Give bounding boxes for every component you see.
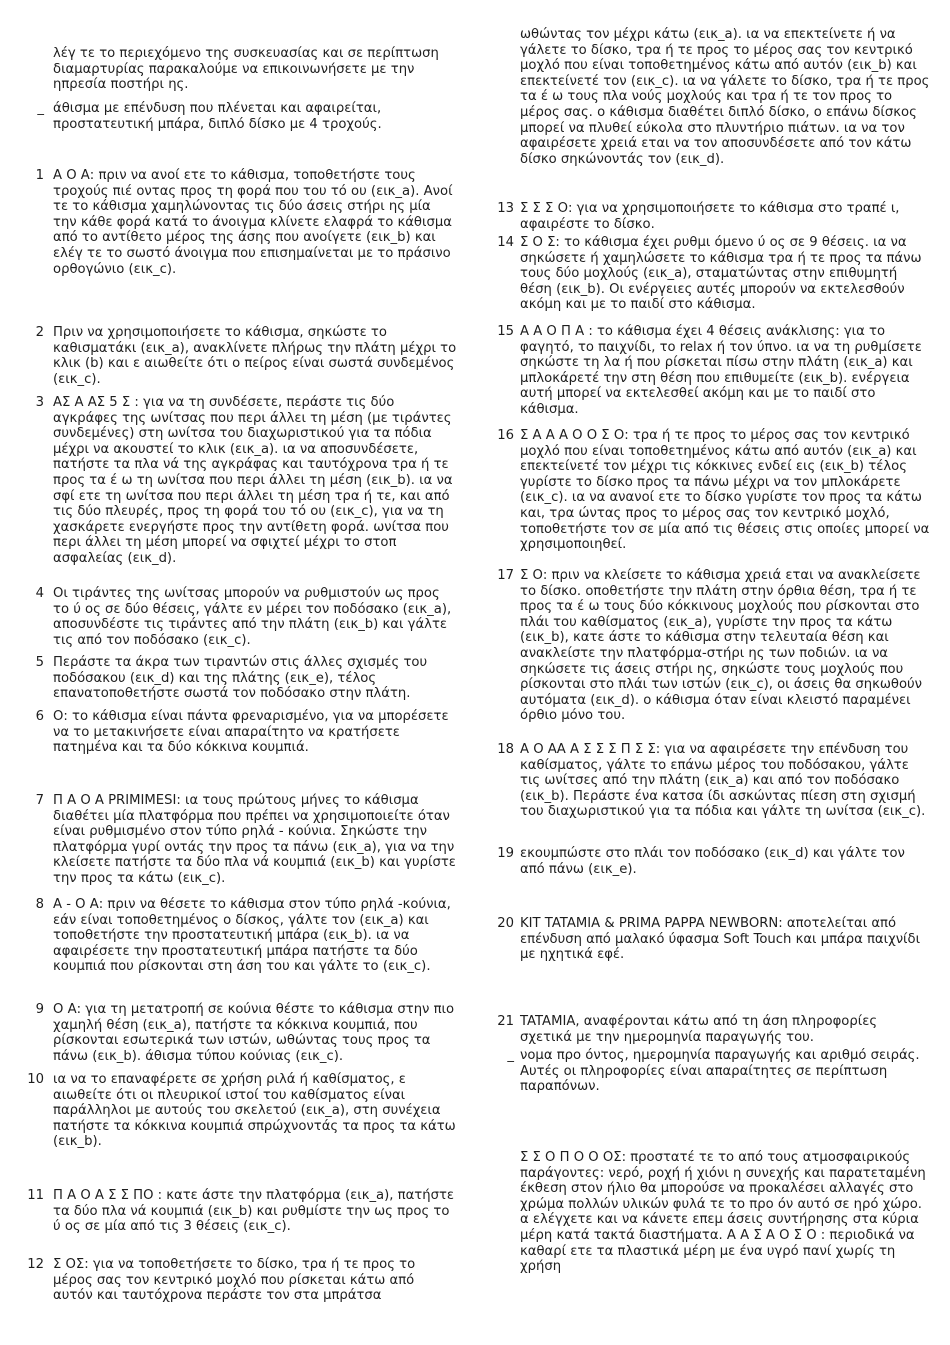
list-item — [0, 655, 478, 702]
list-item — [478, 742, 950, 820]
item-number: 21 — [497, 1014, 514, 1029]
item-number: 2 — [35, 325, 44, 340]
item-text: Πριν να χρησιμοποιήσετε το κάθισμα, σηκώστε το καθισματάκι (εικ_a), ανακλίνετε πλήρως την πλάτη μέχρι το κλικ (b) και ε αιωθείτε ότι ο πείρος είναι σωστά συνδεμένος (εικ_c). — [53, 325, 457, 387]
list-item — [478, 846, 950, 877]
item-text: άθισμα με επένδυση που πλένεται και αφαιρείται, προστατευτική μπάρα, διπλό δίσκο με 4 τροχούς. — [53, 101, 382, 132]
list-item — [478, 235, 950, 313]
list-item — [478, 428, 950, 553]
item-number: 6 — [35, 709, 44, 724]
item-text: Σ Ο Σ: το κάθισμα έχει ρυθμι όμενο ύ ος σε 9 θέσεις. ια να σηκώσετε ή χαμηλώσετε το κάθισμα τρα ή τε προς τα πάνω τους δύο μοχλούς (εικ_a), σταματώντας στην επιθυμητή θέση (εικ_b). Οι ενέργειες αυτές μπορούν να εκτελεσθούν ακόμη και με το παιδί στο κάθισμα. — [520, 235, 922, 313]
list-item — [478, 324, 950, 418]
item-number: 10 — [27, 1072, 44, 1087]
item-text: Περάστε τα άκρα των τιραντών στις άλλες σχισμές του ποδόσακου (εικ_d) και της πλάτης (εικ_e), τέλος επανατοποθετήστε σωστά τον ποδόσακο στην πλάτη. — [53, 655, 428, 702]
care-paragraph — [478, 1150, 950, 1275]
list-item — [0, 897, 478, 975]
item-number: 17 — [497, 568, 514, 583]
item-text: ωθώντας τον μέχρι κάτω (εικ_a). ια να επεκτείνετε ή να γάλετε το δίσκο, τρα ή τε προς το μέρος σας τον κεντρικό μοχλό που είναι τοποθετημένος κάτω από αυτόν (εικ_b) και επεκτείνετέ τον (εικ_c). ια να γάλετε το δίσκο, τρα ή τε προς τα έ ω τους πλα νούς μοχλούς και τρα ή τε τον προς το μέρος σας. ο κάθισμα διαθέτει διπλό δίσκο, ο επάνω δίσκος μπορεί να πλυθεί εύκολα στο πλυντήριο πιάτων. ια να τον αφαιρέσετε χρειά εται να τον αποσυνδέσετε από τον κάτω δίσκο σηκώνοντάς τον (εικ_d). — [520, 27, 930, 167]
item-text: Σ Σ Σ Ο: για να χρησιμοποιήσετε το κάθισμα στο τραπέ ι, αφαιρέστε το δίσκο. — [520, 201, 900, 232]
list-item — [0, 1188, 478, 1235]
list-item — [478, 201, 950, 232]
list-item — [478, 1014, 950, 1045]
list-item — [0, 586, 478, 648]
item-text: TATAMIA, αναφέρονται κάτω από τη άση πληροφορίες σχετικά με την ημερομηνία παραγωγής του. — [520, 1014, 878, 1045]
item-text: λέγ τε το περιεχόμενο της συσκευασίας και σε περίπτωση διαμαρτυρίας παρακαλούμε να επικοινωνήσετε με την ηπρεσία ποστήρι ης. — [53, 46, 439, 93]
item-text: Α - Ο Α: πριν να θέσετε το κάθισμα στον τύπο ρηλά -κούνια, εάν είναι τοποθετημένος ο δίσκος, γάλτε τον (εικ_a) και τοποθετήστε την προστατευτική μπάρα (εικ_b). ια να αφαιρέσετε την προστατευτική μπάρα πατήστε τα δύο κουμπιά που ρίσκονται στη άση του και γάλτε το (εικ_c). — [53, 897, 451, 975]
intro-paragraph — [0, 46, 478, 93]
item-text: Σ Α Α Α Ο Ο Σ Ο: τρα ή τε προς το μέρος σας τον κεντρικό μοχλό που είναι τοποθετημένος κάτω από αυτόν (εικ_a) και επεκτείνετέ τον μέχρι τις κόκκινες ενδεί εις (εικ_b) τέλος γυρίστε το δίσκο προς τα πάνω μέχρι να τον μπλοκάρετε (εικ_c). ια να ανανοί ετε το δίσκο γυρίστε τον προς τα κάτω και, τρα ώντας προς το μέρος σας τον κεντρικό μοχλό, τοποθετήστε τον σε μία από τις θέσεις στις οποίες μπορεί να χρησιμοποιηθεί. — [520, 428, 930, 553]
item-number: 8 — [35, 897, 44, 912]
list-item — [0, 1257, 478, 1304]
list-item — [0, 395, 478, 567]
list-item — [0, 709, 478, 756]
item-number: 5 — [35, 655, 44, 670]
item-number: 7 — [35, 793, 44, 808]
item-number: 15 — [497, 324, 514, 339]
item-text: Οι τιράντες της ωνίτσας μπορούν να ρυθμιστούν ως προς το ύ ος σε δύο θέσεις, γάλτε εν μέρει τον ποδόσακο (εικ_a), αποσυνδέστε τις τιράντες από την πλάτη (εικ_b) και γάλτε τις από τον ποδόσακο (εικ_c). — [53, 586, 452, 648]
list-item — [478, 568, 950, 724]
item-text: ια να το επαναφέρετε σε χρήση ριλά ή καθίσματος, ε αιωθείτε ότι οι πλευρικοί ιστοί του καθίσματος είναι παράλληλοι με αυτούς του σκελετού (εικ_a), στη συνέχεια πατήστε τα κόκκινα κουμπιά σπρώχνοντάς τα προς τα κάτω (εικ_b). — [53, 1072, 456, 1150]
item-text: Σ ΟΣ: για να τοποθετήσετε το δίσκο, τρα ή τε προς το μέρος σας τον κεντρικό μοχλό που ρίσκεται κάτω από αυτόν και ταυτόχρονα περάστε τον στα μπράτσα — [53, 1257, 416, 1304]
item-text: Σ Ο: πριν να κλείσετε το κάθισμα χρειά εται να ανακλείσετε το δίσκο. οποθετήστε την πλάτη στην όρθια θέση, τρα ή τε προς τα έ ω τους δύο κόκκινους μοχλούς που ρίσκονται στο πλάι του καθίσματος (εικ_a), γυρίστε την προς τα κάτω (εικ_b), κατε άστε το κάθισμα στην τελευταία θέση και ανακλείστε την πλατφόρμα-στήρι ης των ποδιών. ια να σηκώσετε τις άσεις στήρι ης, σηκώστε τους μοχλούς που ρίσκονται στο πλάι των ιστών (εικ_c), οι άσεις θα σηκωθούν αυτόματα (εικ_d). ο κάθισμα όταν είναι κλειστό παραμένει όρθιο μόνο του. — [520, 568, 923, 724]
item-number: 11 — [27, 1188, 44, 1203]
item-text: Α Ο Α: πριν να ανοί ετε το κάθισμα, τοποθετήστε τους τροχούς πιέ οντας προς τη φορά που του τό ου (εικ_a). Ανοί τε το κάθισμα χαμηλώνοντας τις δύο άσεις στήρι ης μία την κάθε φορά κατά το άνοιγμα κλίνετε ελαφρά το κάθισμα από το αντίθετο μέρος της άσης που ανοίγετε (εικ_b) και ελέγ τε το σωστό άνοιγμα που επισημαίνεται με το πράσινο ορθογώνιο (εικ_c). — [53, 168, 453, 277]
item-text: KIT TATAMIA & PRIMA PAPPA NEWBORN: αποτελείται από επένδυση από μαλακό ύφασμα Soft Touch και μπάρα παιχνίδι με ηχητικά εφέ. — [520, 916, 921, 963]
item-text: ΑΣ Α ΑΣ 5 Σ : για να τη συνδέσετε, περάστε τις δύο αγκράφες της ωνίτσας που περι άλλει τη μέση (με τιράντες συνδεμένες) στη ωνίτσα του διαχωριστικού για τα πόδια μέχρι να ακουστεί το κλικ (εικ_a). ια να αποσυνδέσετε, πατήστε τα πλα νά της αγκράφας και ταυτόχρονα τρα ή τε προς τα έ ω τη ωνίτσα που περι άλλει τη μέση (εικ_b). ια να σφί ετε τη ωνίτσα που περι άλλει τη μέση τρα ή τε, και από τις δύο πλευρές, προς τη φορά του τό ου (εικ_c), για να τη χασκάρετε ενεργήστε προς την αντίθετη φορά. ωνίτσα που περι άλλει τη μέση μπορεί να σφιχτεί μέχρι το στοπ ασφαλείας (εικ_d). — [53, 395, 453, 566]
item-text: εκουμπώστε στο πλάι τον ποδόσακο (εικ_d) και γάλτε τον από πάνω (εικ_e). — [520, 846, 905, 877]
item-number: 18 — [497, 742, 514, 757]
item-number: 4 — [35, 586, 44, 601]
list-item — [0, 168, 478, 277]
item-text: νομα προ όντος, ημερομηνία παραγωγής και αριθμό σειράς. Αυτές οι πληροφορίες είναι απαραίτητες σε περίπτωση παραπόνων. — [520, 1048, 920, 1095]
item-number: _ — [37, 101, 44, 116]
item-text: Α Ο ΑΑ Α Σ Σ Σ Π Σ Σ: για να αφαιρέσετε την επένδυση του καθίσματος, γάλτε το επάνω μέρος του ποδόσακου, γάλτε τις ωνίτσες από την πλάτη (εικ_a) και από τον ποδόσακο (εικ_b). Περάστε ένα κατσα ίδι ασκώντας πίεση στη σχισμή του διαχωριστικού για τα πόδια και γάλτε τη ωνίτσα (εικ_c). — [520, 742, 926, 820]
item-number: 20 — [497, 916, 514, 931]
list-item — [0, 101, 478, 132]
list-item — [478, 916, 950, 963]
item-number: 1 — [35, 168, 44, 183]
continued-paragraph — [478, 27, 950, 167]
list-item — [0, 1002, 478, 1064]
item-text: Σ Σ Ο Π Ο Ο ΟΣ: προστατέ τε το από τους ατμοσφαιρικούς παράγοντες: νερό, ροχή ή χιόνι η συνεχής και παρατεταμένη έκθεση στον ήλιο θα μπορούσε να προκαλέσει αλλαγές στο χρώμα πολλών υλικών φυλά τε το προ όν αυτό σε ηρό χώρο. α ελέγχετε και να κάνετε επεμ άσεις συντήρησης στα κύρια μέρη κατά τακτά διαστήματα. Α Α Σ Α Ο Σ Ο : περιοδικά να καθαρί ετε τα πλαστικά μέρη με ένα υγρό πανί χωρίς τη χρήση — [520, 1150, 926, 1275]
item-number: 14 — [497, 235, 514, 250]
item-text: Ο Α: για τη μετατροπή σε κούνια θέστε το κάθισμα στην πιο χαμηλή θέση (εικ_a), πατήστε τα κόκκινα κουμπιά, που ρίσκονται εσωτερικά των ιστών, ωθώντας τους προς τα πάνω (εικ_b). άθισμα τύπου κούνιας (εικ_c). — [53, 1002, 455, 1064]
item-number: 16 — [497, 428, 514, 443]
item-number: 19 — [497, 846, 514, 861]
list-item — [0, 325, 478, 387]
list-item — [478, 1048, 950, 1095]
list-item — [0, 1072, 478, 1150]
item-number: 12 — [27, 1257, 44, 1272]
item-number: 3 — [35, 395, 44, 410]
item-text: Π Α Ο Α Σ Σ ΠΟ : κατε άστε την πλατφόρμα (εικ_a), πατήστε τα δύο πλα νά κουμπιά (εικ_b) και ρυθμίστε την ως προς το ύ ος σε μία από τις 3 θέσεις (εικ_c). — [53, 1188, 455, 1235]
list-item — [0, 793, 478, 887]
item-text: Ο: το κάθισμα είναι πάντα φρεναρισμένο, για να μπορέσετε να το μετακινήσετε είναι απαραίτητο να κρατήσετε πατημένα και τα δύο κόκκινα κουμπιά. — [53, 709, 449, 756]
item-number: _ — [507, 1048, 514, 1063]
item-text: Α Α Ο Π Α : το κάθισμα έχει 4 θέσεις ανάκλισης: για το φαγητό, το παιχνίδι, το relax ή τον ύπνο. ια να τη ρυθμίσετε σηκώστε τη λα ή που ρίσκεται πίσω στην πλάτη (εικ_a) και μπλοκάρετέ την στη θέση που επιθυμείτε (εικ_b). ενέργεια αυτή μπορεί να εκτελεσθεί ακόμη και με το παιδί στο κάθισμα. — [520, 324, 922, 417]
item-number: 9 — [35, 1002, 44, 1017]
item-text: Π Α Ο Α PRIMIMESI: ια τους πρώτους μήνες το κάθισμα διαθέτει μία πλατφόρμα που πρέπει να χρησιμοποιείτε όταν είναι ρυθμισμένο στον τύπο ρηλά - κούνια. Σηκώστε την πλατφόρμα γυρί οντάς την προς τα πάνω (εικ_a), για να την κλείσετε πατήστε τα δύο πλα νά κουμπιά (εικ_b) και γυρίστε την προς τα κάτω (εικ_c). — [53, 793, 456, 886]
item-number: 13 — [497, 201, 514, 216]
